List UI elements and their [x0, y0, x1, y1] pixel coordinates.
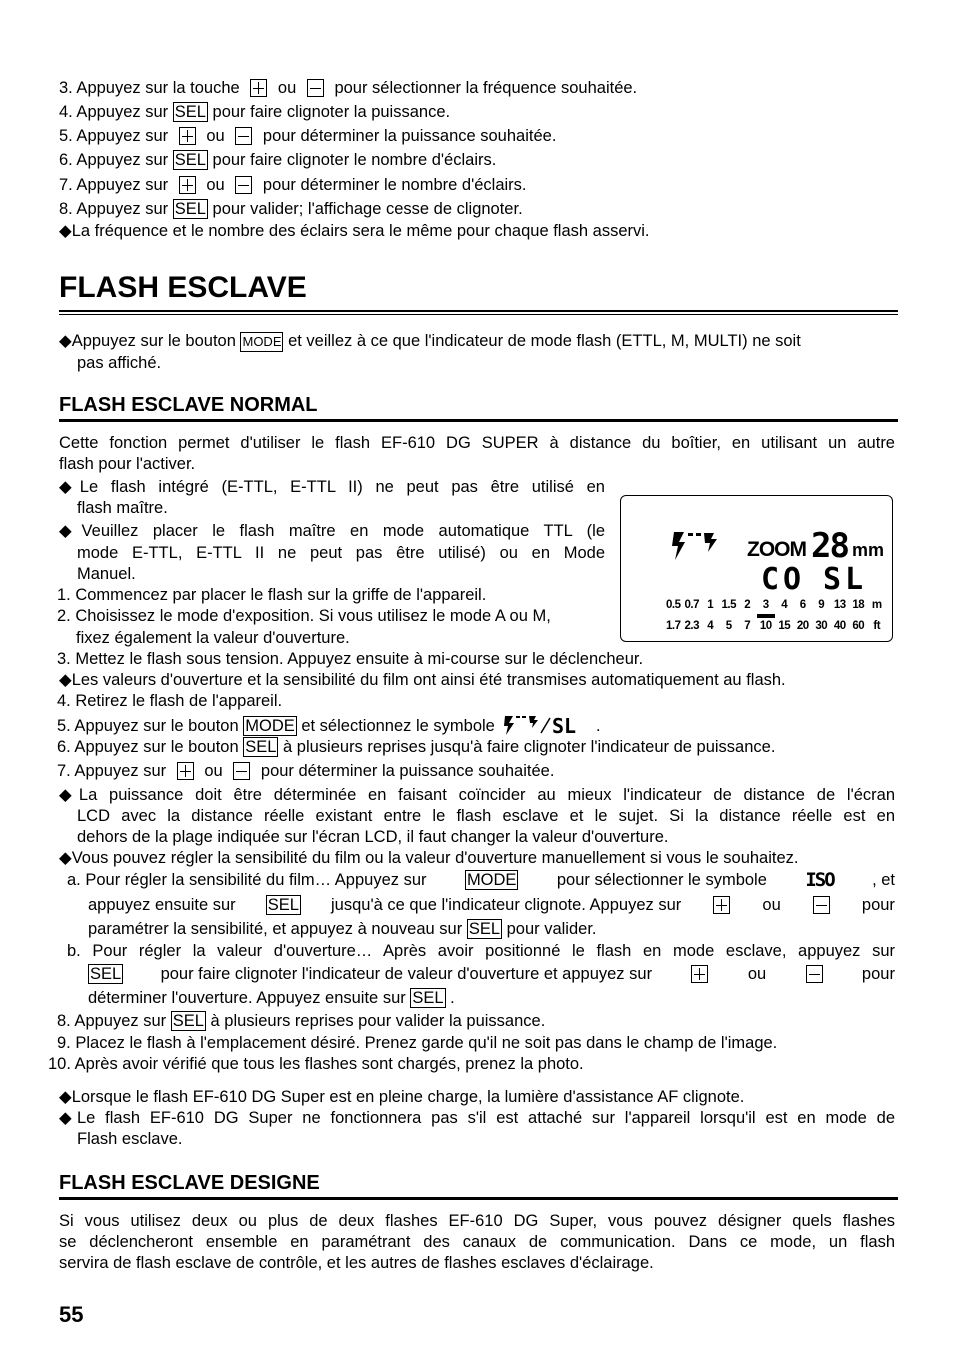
sub-step-b-end: déterminer l'ouverture. Appuyez ensuite sur SEL . — [88, 989, 455, 1007]
minus-icon — [813, 896, 830, 914]
step-4: 4. Appuyez sur SEL pour faire clignoter la puissance. — [59, 103, 451, 121]
mode-button-label: MODE — [466, 871, 517, 889]
distance-tick-meters: m — [871, 599, 882, 611]
normal-step-2: 2. Choisissez le mode d'exposition. Si vous utilisez le mode A ou M, — [57, 607, 551, 625]
distance-tick-feet: 40 — [833, 620, 846, 632]
normal-step-1: 1. Commencez par placer le flash sur la griffe de l'appareil. — [57, 586, 487, 604]
sub-step-a-end: paramétrer la sensibilité, et appuyez à nouveau sur SEL pour valider. — [88, 920, 597, 938]
sub-step-b: b. Pour régler la valeur d'ouverture… Après avoir positionné le flash en mode esclave, appuyez sur — [67, 942, 895, 960]
normal-step-8: 8. Appuyez sur SEL à plusieurs reprises pour valider la puissance. — [57, 1012, 546, 1030]
distance-tick-feet: 5 — [725, 620, 732, 632]
distance-tick-meters: 1 — [707, 599, 714, 611]
distance-tick-meters: 4 — [781, 599, 788, 611]
sel-button-label: SEL — [245, 738, 277, 756]
distance-tick-meters: 9 — [818, 599, 825, 611]
minus-icon — [307, 79, 324, 97]
sel-button-label: SEL — [172, 1012, 204, 1030]
normal-step-10: 10. Après avoir vérifié que tous les flashes sont chargés, prenez la photo. — [48, 1055, 584, 1073]
normal-divider — [59, 419, 898, 422]
minus-icon — [235, 127, 252, 145]
distance-tick-feet: 30 — [815, 620, 828, 632]
manual-note: ◆Vous pouvez régler la sensibilité du film ou la valeur d'ouverture manuellement si vous le souhaitez. — [59, 849, 799, 867]
distance-tick-feet: 2.3 — [684, 620, 699, 632]
transmit-note: ◆Les valeurs d'ouverture et la sensibilité du film ont ainsi été transmises automatiquement au flash. — [59, 671, 786, 689]
distance-tick-meters: 3 — [762, 599, 769, 611]
title-divider — [59, 310, 898, 315]
step-3: 3. Appuyez sur la touche ou pour sélectionner la fréquence souhaitée. — [59, 79, 638, 97]
step-8: 8. Appuyez sur SEL pour valider; l'affichage cesse de clignoter. — [59, 200, 523, 218]
sub-step-a: a. Pour régler la sensibilité du film… Appuyez sur MODE pour sélectionner le symbole ISO , et — [67, 869, 895, 891]
normal-step-3: 3. Mettez le flash sous tension. Appuyez ensuite à mi-course sur le déclencheur. — [57, 650, 644, 668]
master-note-2: ◆Veuillez placer le flash maître en mode automatique TTL (le — [59, 522, 605, 540]
distance-tick-meters: 18 — [852, 599, 865, 611]
normal-title: FLASH ESCLAVE NORMAL — [59, 394, 318, 416]
mode-note: ◆Appuyez sur le bouton MODE et veillez à ce que l'indicateur de mode flash (ETTL, M, MULTI) ne soit — [59, 332, 801, 350]
distance-tick-meters: 13 — [833, 599, 846, 611]
distance-tick-feet: ft — [873, 620, 881, 632]
sel-button-label: SEL — [412, 989, 444, 1007]
designe-paragraph-3: servira de flash esclave de contrôle, et les autres de flashes esclaves d'éclairage. — [59, 1254, 654, 1272]
sel-button-label: SEL — [174, 151, 206, 169]
slave-flash-icon — [671, 530, 721, 564]
distance-tick-feet: 60 — [852, 620, 865, 632]
distance-tick-meters: 0.5 — [666, 599, 681, 611]
sel-button-label: SEL — [90, 965, 122, 983]
master-note-1-cont: flash maître. — [77, 499, 168, 517]
designe-divider — [59, 1197, 898, 1200]
plus-icon — [179, 176, 196, 194]
charge-note: ◆Lorsque le flash EF-610 DG Super est en pleine charge, la lumière d'assistance AF clignote. — [59, 1088, 745, 1106]
normal-step-4: 4. Retirez le flash de l'appareil. — [57, 692, 283, 710]
mode-button-label: MODE — [240, 332, 283, 352]
slave-indicator: SL — [823, 562, 868, 597]
distance-tick-meters: 2 — [744, 599, 751, 611]
minus-icon — [806, 965, 823, 983]
lcd-display — [620, 495, 893, 642]
attached-note-cont: Flash esclave. — [77, 1130, 183, 1148]
step-6: 6. Appuyez sur SEL pour faire clignoter le nombre d'éclairs. — [59, 151, 497, 169]
distance-tick-feet: 20 — [796, 620, 809, 632]
frequency-note: ◆La fréquence et le nombre des éclairs sera le même pour chaque flash asservi. — [59, 222, 650, 240]
designe-title: FLASH ESCLAVE DESIGNE — [59, 1172, 320, 1194]
sel-button-label: SEL — [174, 103, 206, 121]
slave-mode-icon — [503, 714, 591, 736]
plus-icon — [691, 965, 708, 983]
master-note-2-cont: mode E-TTL, E-TTL II ne peut pas être utilisé) ou en Mode — [77, 544, 605, 562]
distance-marker — [757, 614, 775, 618]
distance-tick-feet: 7 — [744, 620, 751, 632]
sub-step-a-cont: appuyez ensuite sur SEL jusqu'à ce que l'indicateur clignote. Appuyez sur ou pour — [88, 896, 895, 914]
power-note-end: dehors de la plage indiquée sur l'écran LCD, il faut changer la valeur d'ouverture. — [77, 828, 669, 846]
distance-tick-feet: 10 — [759, 620, 772, 632]
distance-tick-feet: 15 — [778, 620, 791, 632]
sel-button-label: SEL — [174, 200, 206, 218]
attached-note: ◆Le flash EF-610 DG Super ne fonctionnera pas s'il est attaché sur l'appareil lorsqu'il est en mode de — [59, 1109, 895, 1127]
normal-step-2-cont: fixez également la valeur d'ouverture. — [76, 629, 350, 647]
distance-tick-meters: 1.5 — [721, 599, 736, 611]
distance-scale-meters — [664, 599, 886, 613]
normal-step-7: 7. Appuyez sur ou pour déterminer la puissance souhaitée. — [57, 762, 555, 780]
zoom-value: 28 — [811, 526, 848, 566]
normal-step-6: 6. Appuyez sur le bouton SEL à plusieurs reprises jusqu'à faire clignoter l'indicateur de puissance. — [57, 738, 776, 756]
plus-icon — [713, 896, 730, 914]
sub-step-b-cont: SEL pour faire clignoter l'indicateur de valeur d'ouverture et appuyez sur ou pour — [90, 965, 895, 983]
zoom-unit: mm — [852, 540, 885, 560]
distance-tick-meters: 6 — [799, 599, 806, 611]
master-note-2-end: Manuel. — [77, 565, 136, 583]
designe-paragraph-2: se déclencheront ensemble en paramétrant des canaux de communication. Dans ce mode, un flash — [59, 1233, 895, 1251]
designe-paragraph-1: Si vous utilisez deux ou plus de deux flashes EF-610 DG Super, vous pouvez désigner quels flashes — [59, 1212, 895, 1230]
distance-tick-feet: 1.7 — [666, 620, 681, 632]
distance-tick-feet: 4 — [707, 620, 714, 632]
power-note: ◆La puissance doit être déterminée en faisant coïncider au mieux l'indicateur de distance de l'écran — [59, 786, 895, 804]
normal-step-9: 9. Placez le flash à l'emplacement désiré. Prenez garde qu'il ne soit pas dans le champ de l'image. — [57, 1034, 778, 1052]
sel-button-label: SEL — [267, 896, 299, 914]
iso-symbol: ISO — [805, 869, 834, 891]
normal-step-5: 5. Appuyez sur le bouton MODE et sélectionnez le symbole SL . — [57, 714, 601, 736]
power-note-cont: LCD avec la distance réelle existant entre le flash esclave et le sujet. Si la distance réelle est en — [77, 807, 895, 825]
section-title: FLASH ESCLAVE — [59, 271, 307, 304]
normal-intro-cont: flash pour l'activer. — [59, 455, 196, 473]
minus-icon — [233, 762, 250, 780]
zoom-label: ZOOM — [747, 538, 806, 561]
slave-symbol-text: SL — [552, 714, 577, 736]
master-note-1: ◆Le flash intégré (E-TTL, E-TTL II) ne peut pas être utilisé en — [59, 478, 605, 496]
minus-icon — [235, 176, 252, 194]
normal-intro: Cette fonction permet d'utiliser le flash EF-610 DG SUPER à distance du boîtier, en utilisant un autre — [59, 434, 895, 452]
plus-icon — [177, 762, 194, 780]
page-number: 55 — [59, 1302, 84, 1327]
distance-tick-meters: 0.7 — [684, 599, 699, 611]
plus-icon — [179, 127, 196, 145]
plus-icon — [250, 79, 267, 97]
distance-scale-feet — [664, 620, 886, 634]
mode-note-cont: pas affiché. — [77, 354, 162, 372]
step-5: 5. Appuyez sur ou pour déterminer la puissance souhaitée. — [59, 127, 557, 145]
sel-button-label: SEL — [468, 920, 500, 938]
mode-button-label: MODE — [245, 717, 295, 735]
step-7: 7. Appuyez sur ou pour déterminer le nombre d'éclairs. — [59, 176, 527, 194]
channel-indicator: CO — [761, 562, 806, 597]
